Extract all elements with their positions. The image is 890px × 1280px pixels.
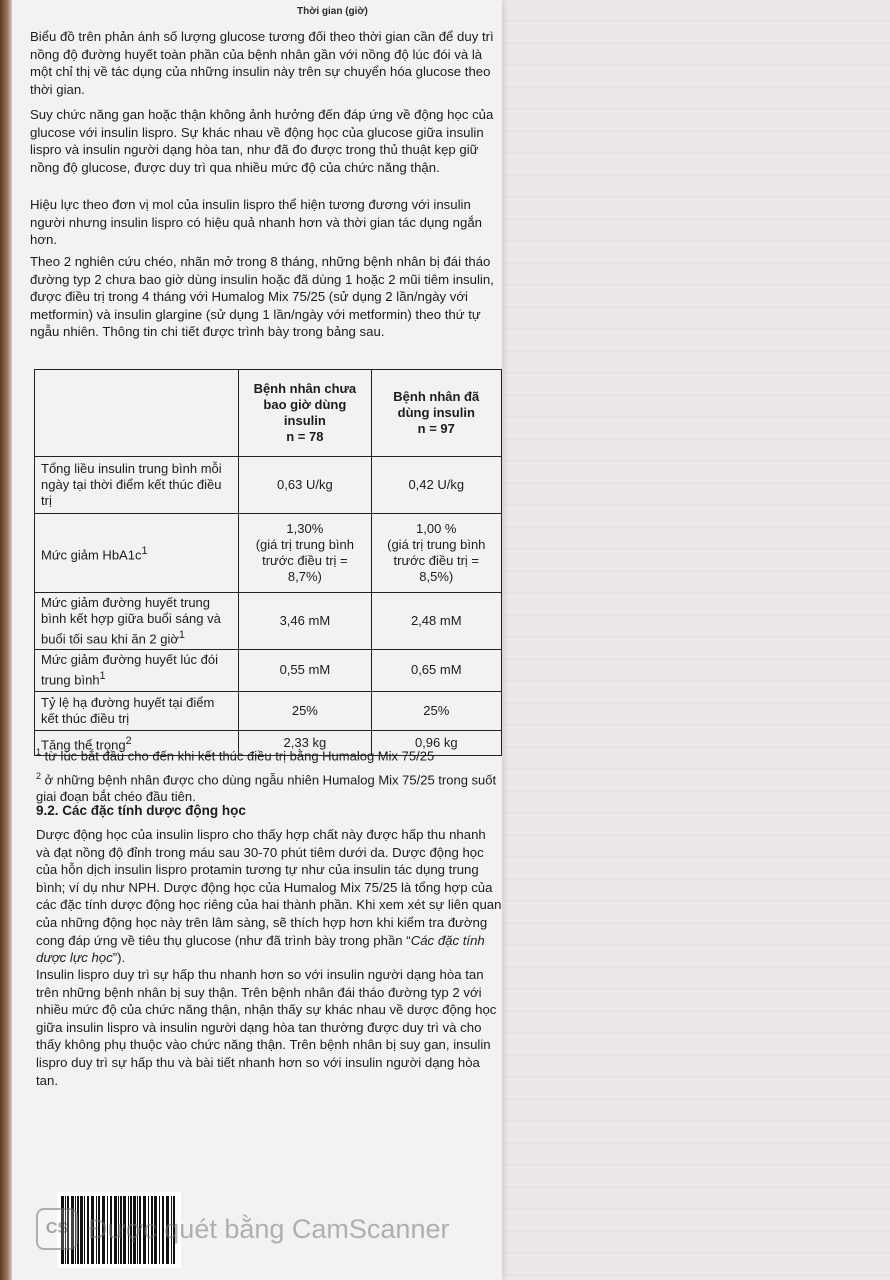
row-value-naive (239, 514, 371, 593)
section-heading: 9.2. Các đặc tính dược động học (36, 803, 246, 818)
table-row (35, 691, 502, 730)
paragraph-text: Dược động học của insulin lispro cho thấy hợp chất này được hấp thu nhanh và đạt nồng độ đỉnh trong máu sau 30-70 phút tiêm dưới da. Dược động học của hỗn dịch insulin lispro protamin tương tự như của insulin tác dụng trung bình; ví dụ như NPH. Dược động học của Humalog Mix 75/25 là tổng hợp của các đặc tính dược động học riêng của hai thành phần. Khi xem xét sự liên quan của những động học này trên lâm sàng, sẽ thích hợp hơn khi kiểm tra đường cong đáp ứng về tiêu thụ glucose (như đã trình bày trong phần “ (36, 827, 502, 948)
row-value-experienced: 25% (371, 691, 501, 730)
header-count: n = 97 (417, 421, 455, 436)
table-header-insulin-experienced (371, 370, 501, 457)
document-page (12, 0, 502, 1280)
row-label: Mức giảm đường huyết trung bình kết hợp giữa buổi sáng và buổi tối sau khi ăn 2 giờ (41, 595, 221, 647)
footnote-mark: 1 (36, 747, 42, 757)
table-header-row (35, 370, 502, 457)
header-count: n = 78 (286, 429, 324, 444)
footnote-ref: 1 (99, 670, 106, 683)
footnote-ref: 1 (141, 544, 148, 557)
chart-axis-caption: Thời gian (giờ) (297, 6, 368, 17)
footnote-1 (36, 744, 502, 764)
row-label: Mức giảm đường huyết lúc đói trung bình (41, 652, 218, 688)
row-label: Mức giảm HbA1c (41, 547, 142, 563)
camscanner-logo-icon: CS (36, 1208, 78, 1250)
row-value-experienced: 0,96 kg (371, 730, 501, 755)
row-label: Tăng thể trọng (41, 736, 126, 752)
row-value-experienced: 0,42 U/kg (371, 457, 501, 514)
page-edge-shadow (0, 0, 12, 1280)
footnote-text: từ lúc bắt đầu cho đến khi kết thúc điều trị bằng Humalog Mix 75/25 (41, 748, 435, 764)
value-main: 1,30% (286, 521, 324, 536)
paragraph-pharmacokinetics (36, 826, 502, 967)
header-label: Bệnh nhân đã dùng insulin (393, 389, 480, 420)
table-row (35, 457, 502, 514)
row-value-naive: 0,55 mM (239, 650, 371, 691)
table-header-insulin-naive (239, 370, 371, 457)
clinical-results-table (34, 369, 502, 756)
row-value-experienced: 2,48 mM (371, 593, 501, 650)
row-value-experienced: 0,65 mM (371, 650, 501, 691)
paragraph-renal-hepatic: Suy chức năng gan hoặc thận không ảnh hưởng đến đáp ứng về động học của glucose với insulin lispro. Sự khác nhau về động học của glucose giữa insulin lispro và insulin người dạng hòa tan, như đã đo được trong thủ thuật kẹp giữ nồng độ glucose, được duy trì qua nhiều mức độ của chức năng thận. (30, 107, 494, 175)
row-value-naive: 3,46 mM (239, 593, 371, 650)
value-detail: (giá trị trung bình trước điều trị = 8,5%) (387, 537, 486, 584)
table-row (35, 650, 502, 691)
table-header-empty (35, 370, 239, 457)
table-row (35, 593, 502, 650)
table-row (35, 514, 502, 593)
footnote-2 (36, 768, 502, 805)
facing-page-bleedthrough (505, 0, 890, 1280)
value-main: 1,00 % (416, 521, 457, 536)
row-value-naive: 2,33 kg (239, 730, 371, 755)
paragraph-reference: Các đặc tính dược lực học (36, 932, 485, 966)
row-label-cell (35, 514, 239, 593)
paragraph-crossover-studies: Theo 2 nghiên cứu chéo, nhãn mở trong 8 tháng, những bệnh nhân bị đái tháo đường typ 2 chưa bao giờ dùng insulin hoặc đã dùng 1 hoặc 2 mũi tiêm insulin, được điều trị trong 4 tháng với Humalog Mix 75/25 (sử dụng 2 lần/ngày với metformin) và insulin glargine (sử dụng 1 lần/ngày với metformin) theo thứ tự ngẫu nhiên. Thông tin chi tiết được trình bày trong bảng sau. (30, 254, 494, 340)
row-value-naive: 25% (239, 691, 371, 730)
paragraph-molar-potency: Hiệu lực theo đơn vị mol của insulin lispro thể hiện tương đương với insulin người nhưng insulin lispro có hiệu quả nhanh hơn và thời gian tác dụng ngắn hơn. (30, 197, 482, 248)
footnote-ref: 2 (125, 734, 132, 747)
row-label-cell (35, 650, 239, 691)
paragraph-text-end: ”). (112, 950, 126, 966)
paragraph-chart-explanation: Biểu đồ trên phản ánh số lượng glucose tương đối theo thời gian cần để duy trì nồng độ đường huyết toàn phần của bệnh nhân gần với nồng độ lúc đói và là một chỉ thị về tác dụng của những insulin này trên sự chuyển hóa glucose theo thời gian. (30, 29, 494, 97)
header-label: Bệnh nhân chưa bao giờ dùng insulin (253, 381, 357, 428)
row-value-experienced (371, 514, 501, 593)
footnote-text: ở những bệnh nhân được cho dùng ngẫu nhiên Humalog Mix 75/25 trong suốt giai đoạn bắt chéo đầu tiên. (36, 772, 497, 805)
scanner-watermark (36, 1208, 449, 1250)
row-label-cell (35, 593, 239, 650)
row-label: Tỷ lệ hạ đường huyết tại điểm kết thúc điều trị (35, 691, 239, 730)
watermark-text: Được quét bằng CamScanner (88, 1213, 450, 1244)
footnote-ref: 1 (178, 629, 185, 641)
row-value-naive: 0,63 U/kg (239, 457, 371, 514)
footnote-mark: 2 (36, 771, 42, 781)
paragraph-renal-absorption: Insulin lispro duy trì sự hấp thu nhanh hơn so với insulin người dạng hòa tan trên những bệnh nhân bị suy thận. Trên bệnh nhân đái tháo đường typ 2 với nhiều mức độ của chức năng thận, nhận thấy sự khác nhau về dược động học giữa insulin lispro và insulin người dạng hòa tan thường được duy trì và cho thấy không phụ thuộc vào chức năng thận. Trên bệnh nhân bị suy gan, insulin lispro duy trì sự hấp thu và bài tiết nhanh hơn so với insulin người dạng hòa tan. (36, 967, 497, 1088)
value-detail: (giá trị trung bình trước điều trị = 8,7%) (255, 537, 354, 584)
row-label: Tổng liều insulin trung bình mỗi ngày tại thời điểm kết thúc điều trị (35, 457, 239, 514)
